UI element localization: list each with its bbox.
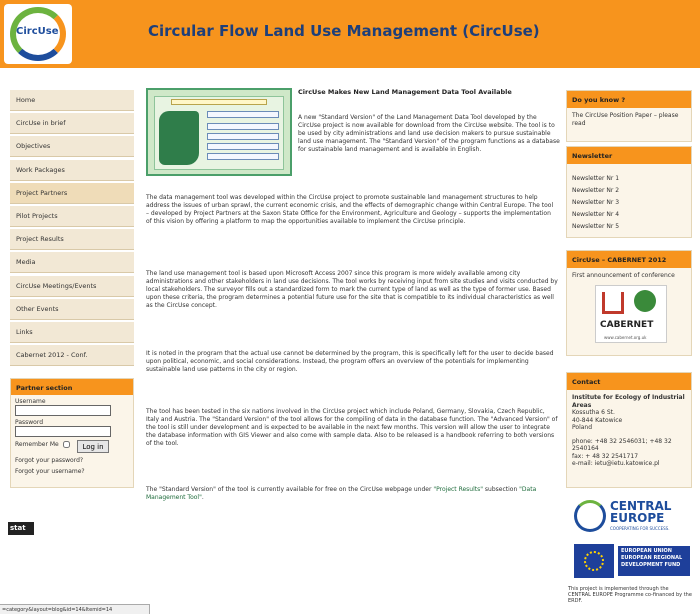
data-tool-option <box>207 123 279 130</box>
tree-icon <box>634 290 656 312</box>
contact-phone: phone: +48 32 2546031; +48 32 2540164 <box>572 437 672 452</box>
remember-checkbox[interactable] <box>63 441 70 448</box>
data-tool-screenshot <box>146 88 292 176</box>
nav-item-project-results[interactable]: Project Results <box>10 229 134 250</box>
username-label: Username <box>15 398 46 405</box>
nav-item-other-events[interactable]: Other Events <box>10 299 134 320</box>
nav-item-home[interactable]: Home <box>10 90 134 111</box>
nav-item-links[interactable]: Links <box>10 322 134 343</box>
contact-org: Institute for Ecology of Industrial Areas <box>572 394 685 409</box>
newsletter-box <box>566 146 692 238</box>
statcounter-badge[interactable]: stat <box>8 522 34 535</box>
contact-line: 40-844 Katowice <box>572 416 623 424</box>
data-tool-window <box>154 96 284 170</box>
p5-mid-text: subsection <box>483 486 520 493</box>
contact-box <box>566 372 692 488</box>
logo-text: CircUse <box>16 26 59 37</box>
data-tool-option <box>207 153 279 160</box>
eu-fund-text: EUROPEAN UNION EUROPEAN REGIONAL DEVELOPMENT FUND <box>618 546 690 576</box>
europe-text: EUROPE <box>610 511 665 525</box>
programme-footnote: This project is implemented through the CENTRAL EUROPE Programme co-financed by the ERDF. <box>568 586 692 604</box>
data-management-tool-link[interactable]: "Data Management Tool" <box>146 486 537 501</box>
contact-line: Kossutha 6 St. <box>572 409 615 416</box>
data-tool-panel-title <box>207 111 279 118</box>
p5-pre-text: The "Standard Version" of the tool is currently available for free on the CircUse webpage under <box>146 486 432 493</box>
nav-item-objectives[interactable]: Objectives <box>10 136 134 157</box>
article-lead: A new "Standard Version" of the Land Management Data Tool developed by the CircUse project is now available for download from the CircUse website. The tool is to be used by city administrations and land use decision makers to pursue sustainable land use management. The "Standard Version" of the program functions as a database for sustainable land management and is available in English. <box>298 114 560 153</box>
position-paper-link[interactable]: The CircUse Position Paper – please read <box>572 112 679 127</box>
partner-section <box>10 378 134 488</box>
nav-item-work-packages[interactable]: Work Packages <box>10 160 134 181</box>
do-you-know-box <box>566 90 692 142</box>
cabernet-logo-text: CABERNET <box>600 320 654 330</box>
circuse-logo[interactable] <box>4 4 72 64</box>
central-europe-subtitle: COOPERATING FOR SUCCESS. <box>610 526 670 531</box>
site-title: Circular Flow Land Use Management (CircUse) <box>148 22 540 40</box>
password-input[interactable] <box>15 426 111 437</box>
nav-item-pilot-projects[interactable]: Pilot Projects <box>10 206 134 227</box>
eu-stars-icon <box>584 551 604 571</box>
data-tool-option <box>207 143 279 150</box>
contact-heading: Contact <box>567 373 691 390</box>
article-paragraph-5 <box>146 486 558 502</box>
article-paragraph-3: It is noted in the program that the actual use cannot be determined by the program, this is specifically left for the user to decide based upon political, economic, and social considerations. Instead, the program offers an overview of the potentials for implementing sustainable land use patterns in the city or region. <box>146 350 554 373</box>
newsletter-link-1[interactable]: Newsletter Nr 1 <box>572 175 620 182</box>
central-europe-logo[interactable] <box>574 498 692 536</box>
nav-item-meetings-events[interactable]: CircUse Meetings/Events <box>10 276 134 297</box>
password-label: Password <box>15 419 44 426</box>
cabernet-heading: CircUse – CABERNET 2012 <box>567 251 691 268</box>
eu-flag-icon <box>574 544 614 578</box>
europe-map-icon <box>159 111 199 165</box>
forgot-password-link[interactable]: Forgot your password? <box>15 457 84 464</box>
forgot-username-link[interactable]: Forgot your username? <box>15 468 85 475</box>
article-paragraph-2: The land use management tool is based upon Microsoft Access 2007 since this program is more widely available among city administrations and other stakeholders in land use decisions. The tool works by receiving input from site studies and visits conducted by local stakeholders. The surveyor fills out a standardized form to mark the current type of land as well as the type of former use. Based upon these criteria, the program determines a potential future use for the site that is compatible to its individual characteristics as well as the CircUse concept. <box>146 270 558 309</box>
main-nav <box>10 90 134 368</box>
cabernet-announcement[interactable]: First announcement of conference <box>572 272 675 279</box>
nav-item-media[interactable]: Media <box>10 252 134 273</box>
nav-item-cabernet-2012[interactable]: Cabernet 2012 - Conf. <box>10 345 134 366</box>
nav-item-circuse-in-brief[interactable]: CircUse in brief <box>10 113 134 134</box>
do-you-know-heading: Do you know ? <box>567 91 691 108</box>
article-paragraph-1: The data management tool was developed within the CircUse project to promote sustainable land management structures to help address the issues of urban sprawl, the current economic crisis, and the effects of demographic change within Central Europe. The tool – developed by Project Partners at the Saxon State Office for the Environment, Agriculture and Geology – supports the implementation of this vision by offering a platform to map the opportunities available to implement the CircUse principle. <box>146 194 554 225</box>
eu-logo[interactable] <box>574 544 690 582</box>
login-button[interactable]: Log in <box>77 440 109 453</box>
username-input[interactable] <box>15 405 111 416</box>
cabernet-box <box>566 250 692 356</box>
remember-row <box>11 441 133 453</box>
newsletter-link-4[interactable]: Newsletter Nr 4 <box>572 211 620 218</box>
contact-fax: fax: + 48 32 2541717 <box>572 452 639 460</box>
data-tool-option <box>207 133 279 140</box>
article-title: CircUse Makes New Land Management Data Tool Available <box>298 88 512 96</box>
data-tool-title-bar <box>171 99 267 105</box>
cabernet-url: www.cabernet.org.uk <box>604 335 647 340</box>
project-results-link[interactable]: "Project Results" <box>433 486 483 493</box>
newsletter-link-2[interactable]: Newsletter Nr 2 <box>572 187 620 194</box>
p5-post-text: . <box>201 494 204 501</box>
site-header <box>0 0 700 68</box>
central-europe-text <box>610 500 671 524</box>
contact-line: Poland <box>572 424 593 431</box>
remember-label: Remember Me <box>15 441 59 448</box>
newsletter-heading: Newsletter <box>567 147 691 164</box>
article-paragraph-4: The tool has been tested in the six nations involved in the CircUse project which include Poland, Germany, Slovakia, Czech Republic, Italy and Austria. The "Standard Version" of the tool allows for the compiling of data in the database function. The "Advanced Version" of the tool is still under development and is expected to be available in the next few months. This version will allow the user to integrate the database information with GIS Viewer and also come with sample data. Also to be released is a handbook referring to both versions of the tool. <box>146 408 558 447</box>
nav-item-project-partners[interactable]: Project Partners <box>10 183 134 204</box>
contact-details <box>567 390 691 472</box>
browser-status-bar: =category&layout=blog&id=14&Itemid=14 <box>0 604 150 614</box>
newsletter-link-5[interactable]: Newsletter Nr 5 <box>572 223 620 230</box>
central-europe-circle-icon <box>574 500 606 532</box>
contact-email[interactable]: e-mail: ietu@ietu.katowice.pl <box>572 460 660 467</box>
newsletter-link-3[interactable]: Newsletter Nr 3 <box>572 199 620 206</box>
house-icon <box>602 292 624 314</box>
partner-section-heading: Partner section <box>11 379 133 395</box>
central-text: CENTRAL <box>610 499 672 513</box>
cabernet-logo[interactable] <box>595 285 667 343</box>
